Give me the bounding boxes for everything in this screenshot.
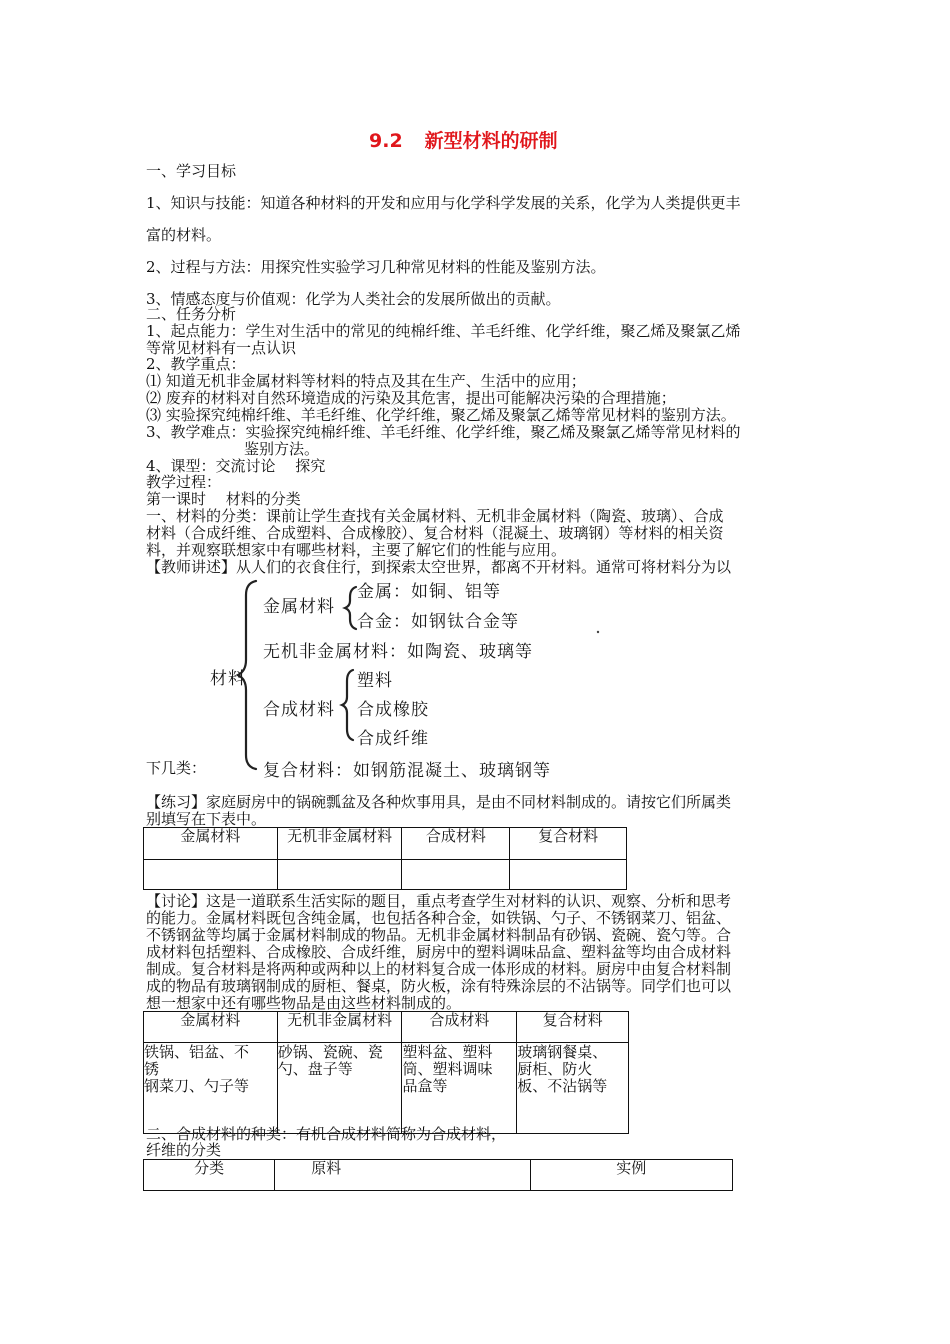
sec2-heading: 二、任务分析 xyxy=(146,305,237,323)
diagram-rubber: 合成橡胶 xyxy=(357,700,429,720)
sec1-heading: 一、学习目标 xyxy=(146,162,237,180)
table1-header-metal: 金属材料 xyxy=(144,828,278,860)
table3-header-category: 分类 xyxy=(144,1160,275,1191)
table3-header-material: 原料 xyxy=(275,1160,530,1191)
objective-2: 2、过程与方法：用探究性实验学习几种常见材料的性能及鉴别方法。 xyxy=(146,258,606,276)
ink-dot xyxy=(597,631,599,633)
table1-header-composite: 复合材料 xyxy=(510,828,627,860)
classify-line3: 料，并观察联想家中有哪些材料，主要了解它们的性能与应用。 xyxy=(146,541,567,559)
fiber-table xyxy=(143,1159,733,1191)
ability-line2: 等常见材料有一点认识 xyxy=(146,339,297,357)
key-point-2: ⑵ 废弃的材料对自然环境造成的污染及其危害，提出可能解决污染的合理措施； xyxy=(146,389,676,407)
cell-line: 厨柜、防火 xyxy=(517,1060,593,1078)
cell-line: 砂锅、瓷碗、瓷 xyxy=(277,1043,383,1061)
table2-header-composite: 复合材料 xyxy=(517,1012,629,1043)
difficulty-line1: 3、教学难点：实验探究纯棉纤维、羊毛纤维、化学纤维，聚乙烯及聚氯乙烯等常见材料的 xyxy=(146,423,741,441)
table2-cell-synthetic xyxy=(402,1043,517,1134)
cell-line: 钢菜刀、勺子等 xyxy=(144,1077,250,1095)
objective-1-line2: 富的材料。 xyxy=(146,226,222,244)
exercise-line2: 别填写在下表中。 xyxy=(146,810,267,828)
cell-line: 塑料盆、塑料 xyxy=(402,1043,493,1061)
metal-brace xyxy=(345,587,356,629)
diagram-metal: 金属材料 xyxy=(263,597,335,617)
table1-cell[interactable] xyxy=(277,860,402,890)
title-text: 新型材料的研制 xyxy=(424,130,558,152)
cell-line: 玻璃钢餐桌、 xyxy=(517,1043,608,1061)
ability-line1: 1、起点能力：学生对生活中的常见的纯棉纤维、羊毛纤维、化学纤维，聚乙烯及聚氯乙烯 xyxy=(146,322,741,340)
lesson-type: 4、课型：交流讨论 探究 xyxy=(146,457,326,475)
key-point-3: ⑶ 实验探究纯棉纤维、羊毛纤维、化学纤维，聚乙烯及聚氯乙烯等常见材料的鉴别方法。 xyxy=(146,406,736,424)
discussion-line: 不锈钢盆等均属于金属材料制成的物品。无机非金属材料制品有砂锅、瓷碗、瓷勺等。合 xyxy=(146,926,732,944)
synthetic-types-line: 二、合成材料的种类：有机合成材料简称为合成材料， xyxy=(146,1125,507,1143)
diagram-metal-alloy: 合金：如钢钛合金等 xyxy=(357,612,519,632)
diagram-synthetic: 合成材料 xyxy=(263,700,335,720)
teacher-narration-tail: 下几类： xyxy=(146,759,207,777)
teacher-narration: 【教师讲述】从人们的衣食住行，到探索太空世界，都离不开材料。通常可将材料分为以 xyxy=(146,558,732,576)
diagram-composite: 复合材料：如钢筋混凝土、玻璃钢等 xyxy=(263,761,551,781)
cell-line: 筒、塑料调味 xyxy=(402,1060,493,1078)
cell-line: 锈 xyxy=(144,1060,160,1078)
classify-line2: 材料（合成纤维、合成塑料、合成橡胶）、复合材料（混凝土、玻璃钢）等材料的相关资 xyxy=(146,524,724,542)
table2-header-synthetic: 合成材料 xyxy=(402,1012,517,1043)
table2-cell-metal xyxy=(144,1043,278,1134)
diagram-fiber: 合成纤维 xyxy=(357,729,429,749)
objective-3: 3、情感态度与价值观：化学为人类社会的发展所做出的贡献。 xyxy=(146,290,561,308)
lesson-1-heading: 第一课时 材料的分类 xyxy=(146,490,301,508)
diagram-root: 材料 xyxy=(210,669,246,689)
fiber-classification-heading: 纤维的分类 xyxy=(146,1141,222,1159)
discussion-line: 成材料包括塑料、合成橡胶、合成纤维，厨房中的塑料调味品盒、塑料盆等均由合成材料 xyxy=(146,943,732,961)
table2-header-metal: 金属材料 xyxy=(144,1012,278,1043)
key-point-1: ⑴ 知道无机非金属材料等材料的特点及其在生产、生活中的应用； xyxy=(146,372,586,390)
table1-cell[interactable] xyxy=(402,860,510,890)
teaching-process: 教学过程： xyxy=(146,473,222,491)
discussion-line: 想一想家中还有哪些物品是由这些材料制成的。 xyxy=(146,994,462,1012)
diagram-metal-pure: 金属：如铜、铝等 xyxy=(357,582,501,602)
table2-header-inorganic: 无机非金属材料 xyxy=(277,1012,402,1043)
cell-line: 品盒等 xyxy=(402,1077,448,1095)
table3-header-example: 实例 xyxy=(530,1160,732,1191)
key-heading: 2、教学重点： xyxy=(146,355,246,373)
cell-line: 勺、盘子等 xyxy=(277,1060,353,1078)
discussion-line: 的能力。金属材料既包含纯金属，也包括各种合金，如铁锅、勺子、不锈钢菜刀、铝盆、 xyxy=(146,909,732,927)
discussion-line: 制成。复合材料是将两种或两种以上的材料复合成一体形成的材料。厨房中由复合材料制 xyxy=(146,960,732,978)
table1-header-synthetic: 合成材料 xyxy=(402,828,510,860)
cell-line: 铁锅、铝盆、不 xyxy=(144,1043,250,1061)
discussion-line: 【讨论】这是一道联系生活实际的题目，重点考查学生对材料的认识、观察、分析和思考 xyxy=(146,892,732,910)
exercise-table xyxy=(143,827,627,890)
table1-cell[interactable] xyxy=(144,860,278,890)
answer-table xyxy=(143,1011,629,1134)
objective-1-line1: 1、知识与技能：知道各种材料的开发和应用与化学科学发展的关系，化学为人类提供更丰 xyxy=(146,194,741,212)
discussion-line: 成的物品有玻璃钢制成的厨柜、餐桌，防火板，涂有特殊涂层的不沾锅等。同学们也可以 xyxy=(146,977,732,995)
classify-line1: 一、材料的分类：课前让学生查找有关金属材料、无机非金属材料（陶瓷、玻璃）、合成 xyxy=(146,507,724,525)
diagram-inorganic: 无机非金属材料：如陶瓷、玻璃等 xyxy=(263,642,533,662)
difficulty-line2: 鉴别方法。 xyxy=(244,440,320,458)
page-title xyxy=(369,126,558,153)
table1-cell[interactable] xyxy=(510,860,627,890)
diagram-plastic: 塑料 xyxy=(357,671,393,691)
synthetic-brace xyxy=(342,670,353,740)
section-number: 9.2 xyxy=(369,130,403,152)
table1-header-inorganic: 无机非金属材料 xyxy=(277,828,402,860)
table2-cell-composite xyxy=(517,1043,629,1134)
cell-line: 板、不沾锅等 xyxy=(517,1077,608,1095)
table2-cell-inorganic xyxy=(277,1043,402,1134)
exercise-line1: 【练习】家庭厨房中的锅碗瓢盆及各种炊事用具，是由不同材料制成的。请按它们所属类 xyxy=(146,793,732,811)
